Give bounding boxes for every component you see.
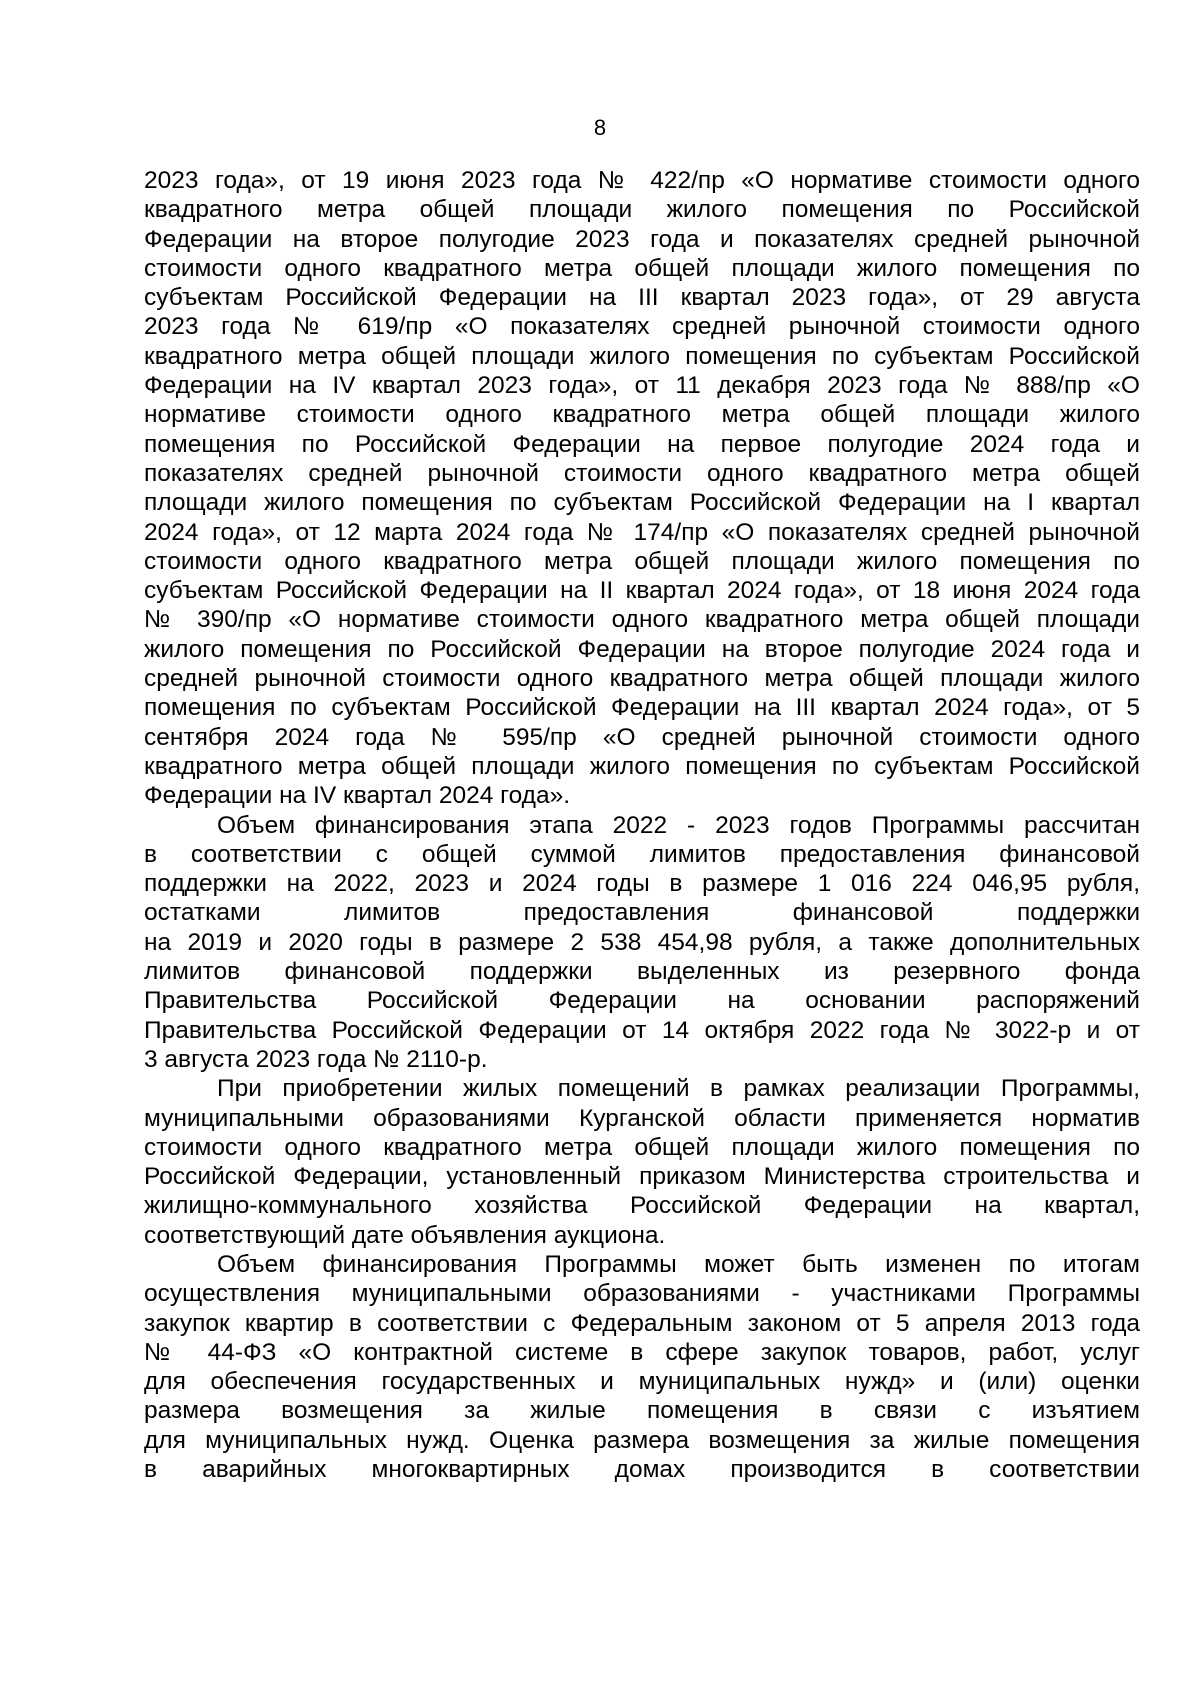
text-line: нормативе стоимости одного квадратного метра общей площади жилого xyxy=(144,401,1140,429)
text-line: площади жилого помещения по субъектам Российской Федерации на I квартал xyxy=(144,489,1140,517)
text-line: Федерации на второе полугодие 2023 года и показателях средней рыночной xyxy=(144,225,1140,253)
text-line: 2024 года», от 12 марта 2024 года № 174/пр «О показателях средней рыночной xyxy=(144,518,1140,546)
text-line: остатками лимитов предоставления финансовой поддержки xyxy=(144,899,1140,927)
text-line: для обеспечения государственных и муниципальных нужд» и (или) оценки xyxy=(144,1368,1140,1396)
text-line: в аварийных многоквартирных домах производится в соответствии xyxy=(144,1456,1140,1484)
text-line: помещения по субъектам Российской Федерации на III квартал 2024 года», от 5 xyxy=(144,694,1140,722)
text-line: 2023 года», от 19 июня 2023 года № 422/пр «О нормативе стоимости одного xyxy=(144,167,1140,194)
text-line: помещения по Российской Федерации на первое полугодие 2024 года и xyxy=(144,430,1140,458)
text-line: сентября 2024 года № 595/пр «О средней рыночной стоимости одного xyxy=(144,723,1140,751)
text-line: Объем финансирования Программы может быть изменен по итогам xyxy=(217,1250,1140,1278)
text-line: Объем финансирования этапа 2022 - 2023 годов Программы рассчитан xyxy=(217,811,1140,839)
text-line: жилищно-коммунального хозяйства Российской Федерации на квартал, xyxy=(144,1192,1140,1220)
text-line: квадратного метра общей площади жилого помещения по Российской xyxy=(144,196,1140,224)
text-line: квадратного метра общей площади жилого помещения по субъектам Российской xyxy=(144,342,1140,370)
text-line: Федерации на IV квартал 2024 года». xyxy=(144,782,571,810)
text-line: муниципальными образованиями Курганской области применяется норматив xyxy=(144,1104,1140,1132)
text-line: 3 августа 2023 года № 2110-р. xyxy=(144,1045,488,1073)
text-line: поддержки на 2022, 2023 и 2024 годы в размере 1 016 224 046,95 рубля, xyxy=(144,870,1140,898)
text-line: в соответствии с общей суммой лимитов предоставления финансовой xyxy=(144,840,1140,868)
text-line: № 44-ФЗ «О контрактной системе в сфере закупок товаров, работ, услуг xyxy=(144,1338,1140,1366)
text-line: Федерации на IV квартал 2023 года», от 11 декабря 2023 года № 888/пр «О xyxy=(144,372,1140,400)
page-number: 8 xyxy=(593,115,607,140)
text-line: показателях средней рыночной стоимости одного квадратного метра общей xyxy=(144,459,1140,487)
text-line: квадратного метра общей площади жилого помещения по субъектам Российской xyxy=(144,752,1140,780)
text-line: стоимости одного квадратного метра общей площади жилого помещения по xyxy=(144,1133,1140,1161)
text-line: осуществления муниципальными образованиями - участниками Программы xyxy=(144,1280,1140,1308)
text-line: стоимости одного квадратного метра общей площади жилого помещения по xyxy=(144,547,1140,575)
text-line: соответствующий дате объявления аукциона. xyxy=(144,1221,666,1249)
text-line: на 2019 и 2020 годы в размере 2 538 454,98 рубля, а также дополнительных xyxy=(144,928,1140,956)
text-line: субъектам Российской Федерации на III квартал 2023 года», от 29 августа xyxy=(144,284,1140,312)
body-text xyxy=(144,166,1140,1484)
text-line: При приобретении жилых помещений в рамках реализации Программы, xyxy=(217,1075,1140,1103)
text-line: Правительства Российской Федерации от 14 октября 2022 года № 3022-р и от xyxy=(144,1016,1140,1044)
text-line: Правительства Российской Федерации на основании распоряжений xyxy=(144,987,1140,1015)
text-line: Российской Федерации, установленный приказом Министерства строительства и xyxy=(144,1163,1140,1191)
text-line: лимитов финансовой поддержки выделенных из резервного фонда xyxy=(144,958,1140,986)
text-line: № 390/пр «О нормативе стоимости одного квадратного метра общей площади xyxy=(144,606,1140,634)
text-line: закупок квартир в соответствии с Федеральным законом от 5 апреля 2013 года xyxy=(144,1309,1140,1337)
text-line: стоимости одного квадратного метра общей площади жилого помещения по xyxy=(144,254,1140,282)
text-line: жилого помещения по Российской Федерации на второе полугодие 2024 года и xyxy=(144,635,1140,663)
text-line: субъектам Российской Федерации на II квартал 2024 года», от 18 июня 2024 года xyxy=(144,577,1140,605)
text-line: для муниципальных нужд. Оценка размера возмещения за жилые помещения xyxy=(144,1426,1140,1454)
text-line: 2023 года № 619/пр «О показателях средней рыночной стоимости одного xyxy=(144,313,1140,341)
text-line: средней рыночной стоимости одного квадратного метра общей площади жилого xyxy=(144,665,1140,693)
text-line: размера возмещения за жилые помещения в связи с изъятием xyxy=(144,1397,1140,1425)
